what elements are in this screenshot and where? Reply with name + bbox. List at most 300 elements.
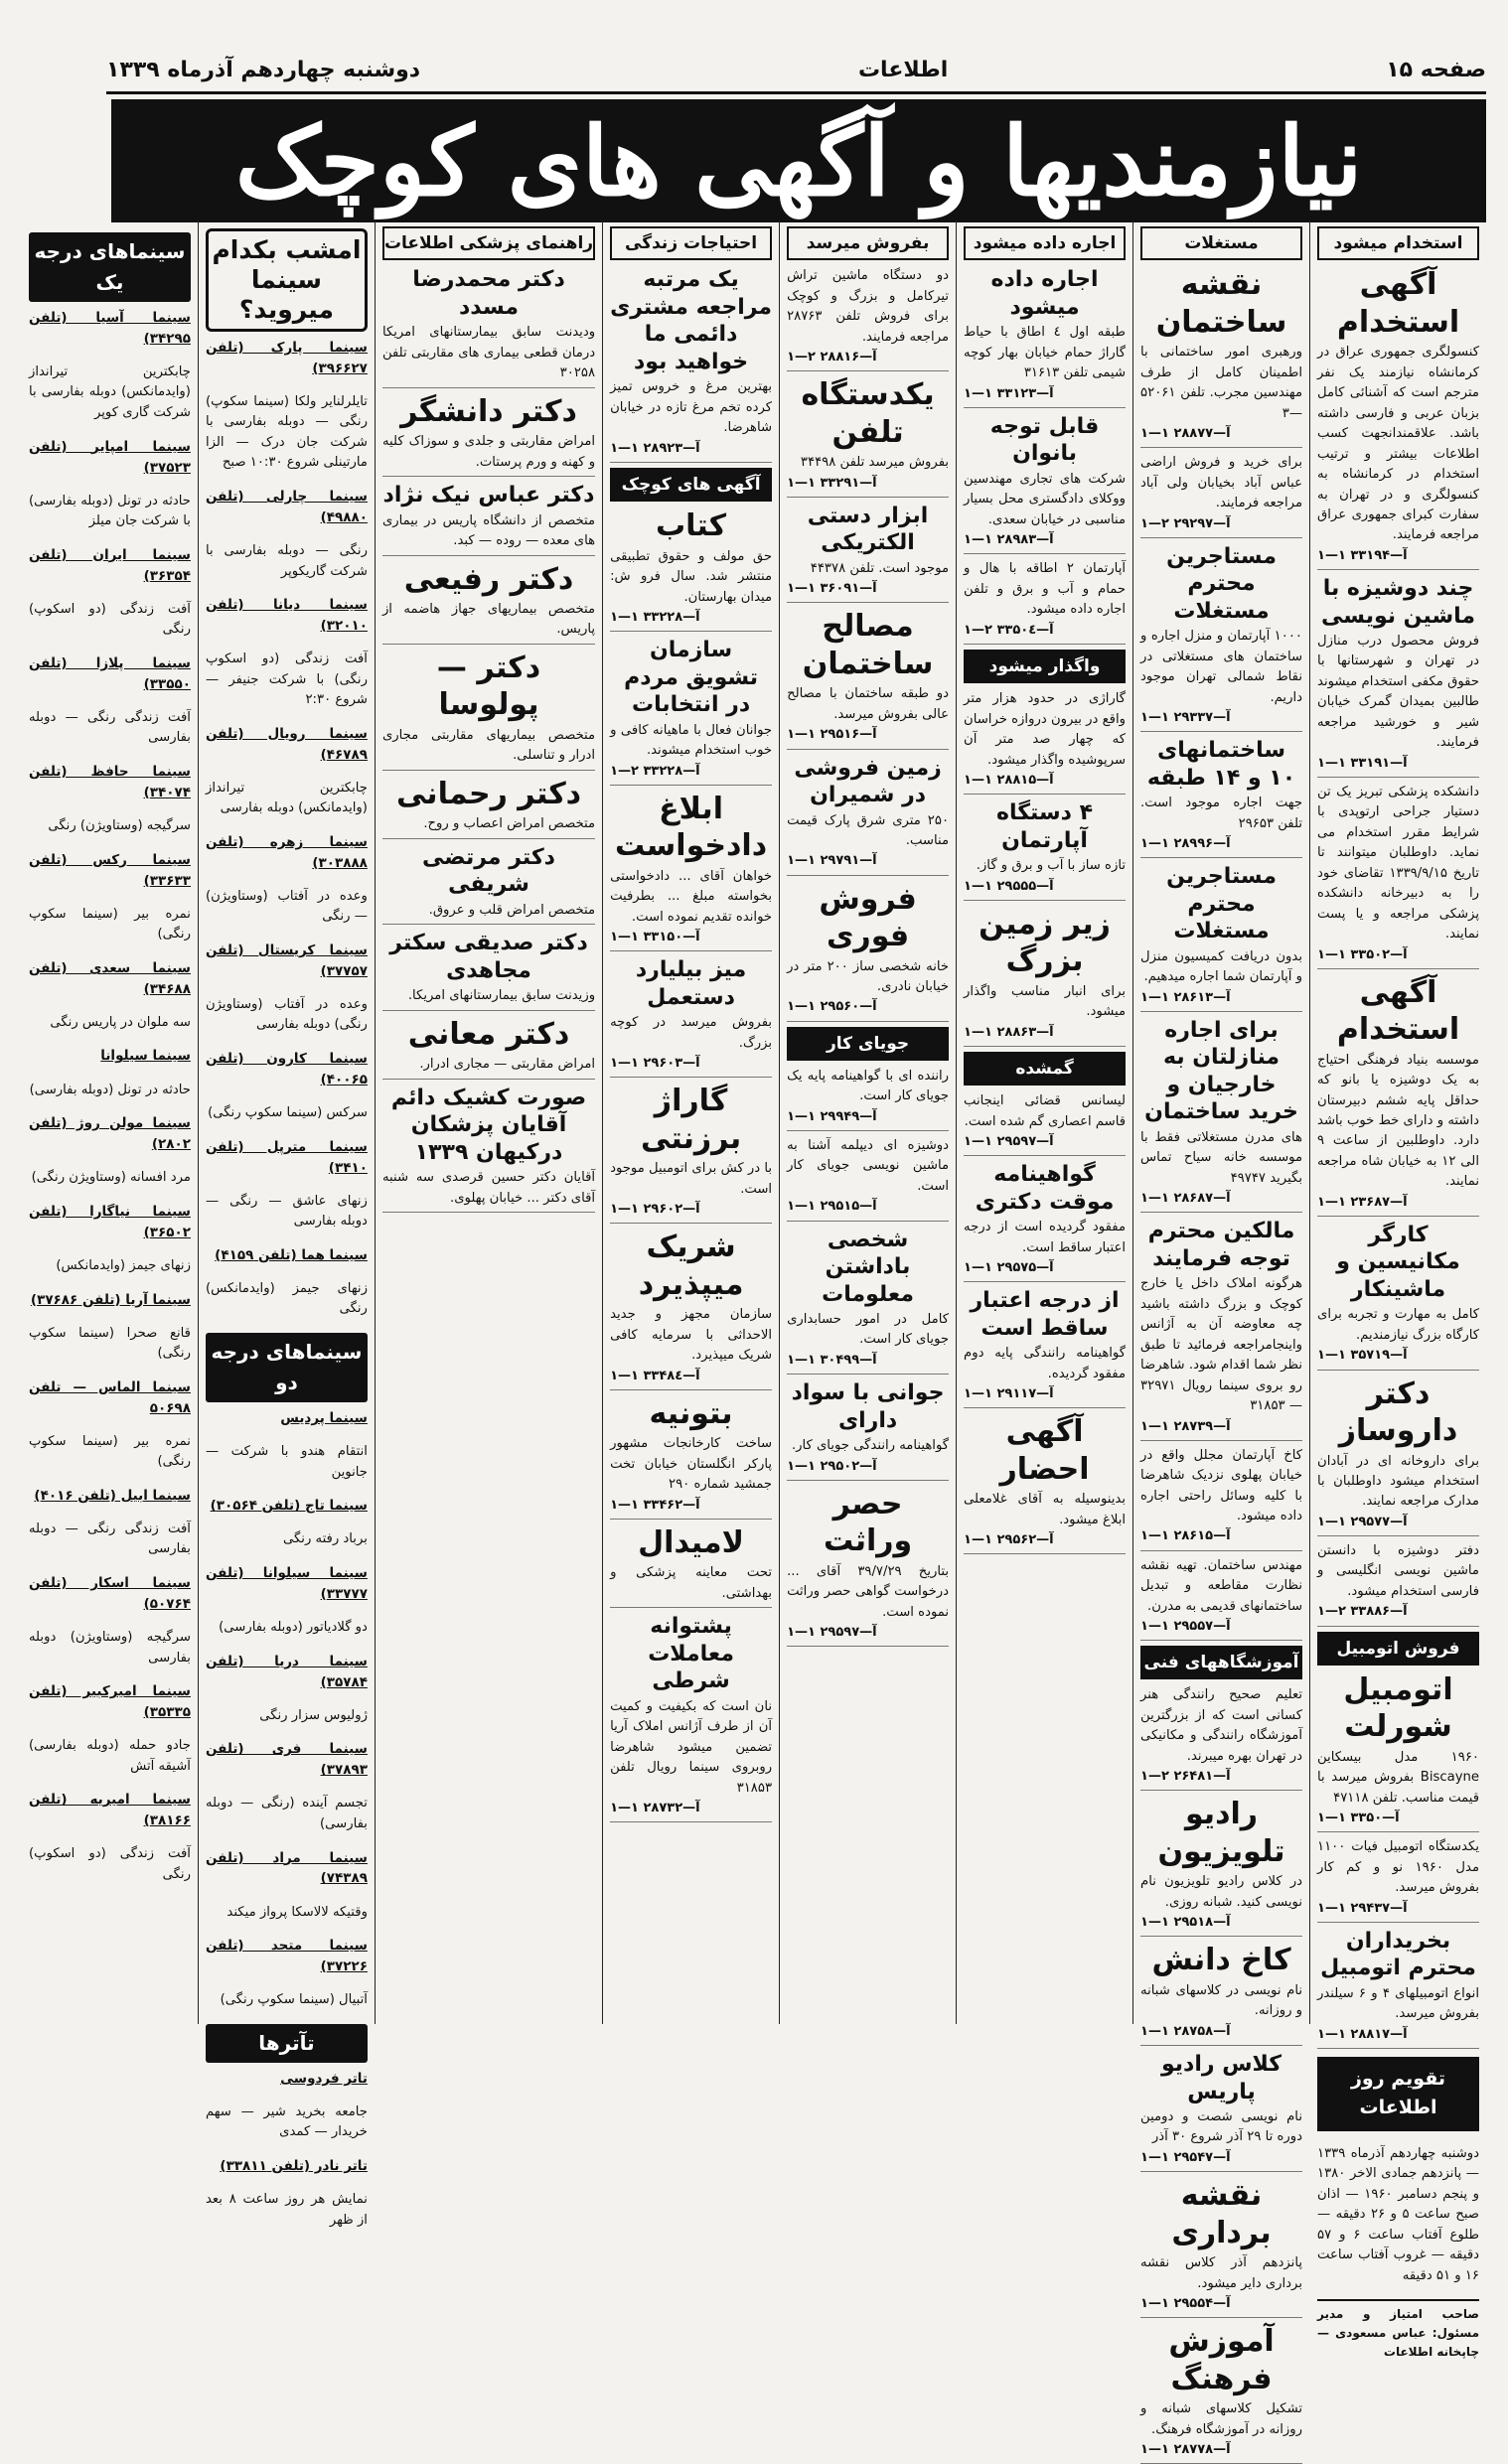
ad-code: آ—۳۳۴۸٤ ۱—۱ bbox=[610, 1368, 700, 1383]
ad-code: آ—۳۳۱۹۱ ۱—۱ bbox=[1317, 755, 1408, 771]
ad-title: ۴ دستگاه آپارتمان bbox=[996, 800, 1094, 853]
ad-code: آ—۲۸۸۶۳ ۱—۱ bbox=[964, 1024, 1054, 1040]
ad-title: دکتر — پولوسا bbox=[436, 650, 541, 723]
daily-calendar-text: دوشنبه چهاردهم آذرماه ۱۳۳۹ — پانزدهم جمادی الاخر ۱۳۸۰ و پنجم دسامبر ۱۹۶۰ — اذان صبح ساعت ۵ و ۲۶ دقیقه — طلوع آفتاب ساعت ۶ و ۵۷ دقیقه — غروب آفتاب ساعت ۱۶ و ۵۱ دقیقه bbox=[1317, 2145, 1479, 2283]
cinema-program: سه ملوان در پاریس رنگی bbox=[50, 1014, 191, 1030]
cinema-name: سینما مولن روژ (تلفن ۲۸۰۲) bbox=[28, 1115, 191, 1153]
cinema-name: سینما پلازا (تلفن ۳۳۵۵۰) bbox=[28, 654, 191, 692]
ad-body: کامل به مهارت و تجربه برای کارگاه بزرگ نیازمندیم. bbox=[1317, 1307, 1479, 1343]
column-real-estate bbox=[1132, 220, 1309, 2457]
cinema-name: سینما سعدی (تلفن ۳۴۶۸۸) bbox=[28, 959, 191, 997]
section-heading-technical-schools: آموزشگاههای فنی bbox=[1140, 1646, 1302, 1679]
ad-title: زمین فروشی در شمیران bbox=[794, 755, 942, 808]
ad-code: آ—۲۹۵۱۸ ۱—۱ bbox=[1140, 1915, 1231, 1931]
cinema-program: دو گلادیاتور (دوبله بفارسی) bbox=[219, 1620, 368, 1636]
classified-ad bbox=[964, 1413, 1126, 1554]
classified-ad bbox=[1317, 1837, 1479, 1923]
newspaper-page bbox=[22, 8, 1486, 2457]
ad-body: با در کش برای اتومبیل موجود است. bbox=[610, 1161, 773, 1197]
cinema-listing bbox=[206, 338, 368, 474]
ad-body: دو طبقه ساختمان با مصالح عالی بفروش میرسد. bbox=[787, 686, 950, 722]
ad-title: آگهی استخدام bbox=[1336, 267, 1460, 340]
classified-ad bbox=[964, 1161, 1126, 1282]
cinema-listing bbox=[206, 1936, 368, 2010]
column-cinemas-b bbox=[22, 220, 198, 2024]
first-class-cinemas-tag: سینماهای درجه یک bbox=[29, 232, 191, 302]
ad-code: آ—۳۳۲۹۱ ۱—۱ bbox=[787, 475, 877, 491]
ad-body: متخصص بیماریهای مقاربتی مجاری ادرار و تناسلی. bbox=[381, 727, 596, 764]
ad-code: آ—۲۹۶۰۲ ۱—۱ bbox=[610, 1202, 700, 1218]
ad-body: کامل در امور حسابداری جویای کار است. bbox=[787, 1312, 950, 1348]
ad-code: آ—۲۶۴۸۱ ۲—۱ bbox=[1140, 1769, 1231, 1785]
ad-title: ساختمانهای ۱۰ و ۱۴ طبقه bbox=[1146, 738, 1296, 791]
classified-ad bbox=[787, 881, 949, 1022]
ad-code: آ—۲۸۹۲۳ ۱—۱ bbox=[610, 440, 700, 456]
cinema-name: سینما چارلی (تلفن ۴۹۸۸۰) bbox=[205, 489, 368, 525]
cinema-program: زنهای جیمز (وایدمانکس) bbox=[56, 1257, 191, 1273]
classified-ad bbox=[1140, 543, 1302, 732]
classified-ad bbox=[1140, 1218, 1302, 1440]
cinema-name: سینما سیلوانا (تلفن ۳۳۷۷۷) bbox=[205, 1565, 368, 1602]
classified-ad bbox=[1140, 453, 1302, 538]
ad-body: امراض مقاربتی و جلدی و سوزاک کلیه و کهنه و ورم پرستات. bbox=[381, 434, 596, 470]
ad-body: تازه ساز با آب و برق و گاز. bbox=[976, 858, 1127, 874]
ad-body: ۱۰۰۰ آپارتمان و منزل اجاره و ساختمان های مستغلاتی در نقاط شمالی تهران موجود داریم. bbox=[1140, 629, 1303, 705]
ad-body: کاخ آپارتمان مجلل واقع در خیابان پهلوی نزدیک شاهرضا با کلیه وسائل راحتی اجاره داده میشود. bbox=[1140, 1447, 1303, 1524]
ad-title: شخصی باداشتن معلومات bbox=[822, 1227, 914, 1307]
ad-body: برای انبار مناسب واگذار میشود. bbox=[964, 983, 1127, 1020]
section-heading-for-sale: بفروش میرسد bbox=[787, 226, 949, 260]
ad-body: ساخت کارخانجات مشهور پارکر انگلستان خیابان تخت جمشید شماره ۲۹۰ bbox=[610, 1436, 773, 1493]
section-heading-life-needs: احتیاجات زندگی bbox=[610, 226, 772, 260]
ad-code: آ—۲۳۶۸۷ ۱—۱ bbox=[1317, 1194, 1408, 1210]
cinema-program: انتقام هندو با شرکت — جانوین bbox=[205, 1444, 368, 1480]
ad-title: دکتر مرتضی شریفی bbox=[422, 844, 555, 898]
section-heading-job-seekers: جویای کار bbox=[787, 1027, 949, 1061]
classified-ad bbox=[1140, 266, 1302, 448]
cinema-name: سینما تاج (تلفن ۳۰۵۶۴) bbox=[210, 1498, 368, 1515]
classified-ad bbox=[610, 1395, 772, 1520]
ad-body: انواع اتومبیلهای ۴ و ۶ سیلندر بفروش میرسد. bbox=[1317, 1985, 1479, 2022]
cinema-program: سرگیجه (وستاویژن) دوبله بفارسی bbox=[28, 1630, 191, 1666]
ad-body: دوشیزه ای دیپلمه آشنا به ماشین نویسی جویای کار است. bbox=[787, 1138, 950, 1194]
cinema-listing bbox=[29, 437, 191, 532]
classified-ad bbox=[787, 1486, 949, 1648]
section-heading-real-estate: مستغلات bbox=[1140, 226, 1302, 260]
cinema-program: وعده در آفتاب (وستاویژن) — رنگی bbox=[205, 888, 368, 925]
ad-body: امراض مقاربتی — مجاری ادرار. bbox=[419, 1057, 596, 1073]
classified-ad bbox=[1317, 1928, 1479, 2049]
classified-ad bbox=[610, 1229, 772, 1390]
ad-code: آ—۳۳۵۰۲ ۱—۱ bbox=[1317, 946, 1408, 962]
columns-container bbox=[22, 220, 1486, 2457]
cinema-name: سینما الماس — تلفن ۵۰۶۹۸ bbox=[28, 1378, 191, 1416]
classified-ad bbox=[964, 266, 1126, 408]
cinema-program: زنهای جیمز (وایدمانکس) رنگی bbox=[205, 1281, 368, 1317]
ad-body: لیسانس قضائی اینجانب قاسم اعصاری گم شده است. bbox=[964, 1093, 1127, 1129]
ad-body: کنسولگری جمهوری عراق در کرمانشاه نیازمند یک نفر مترجم است که آشنائی کامل بزبان عربی و فارسی داشته باشد. علاقمندانجهت کسب اطلاعات بیشتر و ترتیب استخدام در کرمانشاه به کنسولگری و در تهران به سفارت کبرای جمهوری عراق مراجعه فرمایند. bbox=[1317, 345, 1479, 543]
ad-title: دکتر دانشگر bbox=[400, 393, 577, 429]
ad-code: آ—۳۳۵۰٤ ۲—۱ bbox=[964, 622, 1054, 638]
ad-title: نقشه ساختمان bbox=[1155, 267, 1287, 340]
classified-ad bbox=[787, 1379, 949, 1481]
cinema-name: سینما ایران (تلفن ۳۶۳۵۴) bbox=[28, 546, 191, 584]
classified-ad bbox=[382, 266, 595, 387]
page-header bbox=[106, 48, 1486, 94]
classified-ad bbox=[1317, 1222, 1479, 1371]
cinema-listing bbox=[29, 1486, 191, 1560]
ad-title: دکتر رحمانی bbox=[395, 776, 582, 811]
ad-code: آ—۳۵۷۱۹ ۱—۱ bbox=[1317, 1348, 1408, 1364]
classified-ad bbox=[1140, 1017, 1302, 1214]
classified-ad bbox=[1317, 1541, 1479, 1627]
ad-title: اتومبیل شورلت bbox=[1343, 1671, 1453, 1745]
cinema-name: سینما امیریه (تلفن ۳۸۱۶۶) bbox=[28, 1792, 191, 1829]
classified-ad bbox=[382, 1085, 595, 1213]
ad-code: آ—۲۸۹۹۶ ۱—۱ bbox=[1140, 836, 1231, 852]
ad-body: نام نویسی در کلاسهای شبانه و روزانه. bbox=[1140, 1982, 1303, 2019]
classified-ad bbox=[964, 799, 1126, 901]
ad-body: وزیدنت سابق بیمارستانهای امریکا. bbox=[407, 988, 596, 1004]
cinema-listing bbox=[29, 1202, 191, 1276]
cinema-program: مرد افسانه (وستاویژن رنگی) bbox=[31, 1170, 191, 1186]
cinema-listing bbox=[29, 850, 191, 945]
ad-code: آ—۲۸۷۳۲ ۱—۱ bbox=[610, 1801, 700, 1815]
section-heading-employment: استخدام میشود bbox=[1317, 226, 1479, 260]
ad-body: گواهینامه رانندگی جویای کار. bbox=[791, 1438, 950, 1454]
issue-date: دوشنبه چهاردهم آذرماه ۱۳۳۹ bbox=[106, 57, 421, 82]
classifieds-masthead: نیازمندیها و آگهی های کوچک bbox=[111, 99, 1486, 222]
classified-ad bbox=[1140, 1796, 1302, 1937]
ad-code: آ—۲۸۶۸۷ ۱—۱ bbox=[1140, 1191, 1231, 1207]
cinema-name: سینما رویال (تلفن ۴۶۷۸۹) bbox=[205, 725, 368, 763]
ad-body: متخصص از دانشگاه پاریس در بیماری های معده — روده — کبد. bbox=[381, 512, 596, 549]
ad-code: آ—۲۹۵۱۶ ۱—۱ bbox=[787, 727, 877, 743]
cinema-listing bbox=[29, 308, 191, 423]
cinema-program: چابکترین تیرانداز (وایدمانکس) دوبله بفارسی bbox=[205, 780, 368, 816]
ad-code: آ—۳۳۲۲۸ ۲—۱ bbox=[610, 763, 700, 779]
cinema-program: آفت زندگی رنگی — دوبله بفارسی bbox=[28, 1521, 191, 1557]
cinema-listing bbox=[29, 1046, 191, 1100]
ad-body: موجود است. تلفن ۴۴۳۷۸ bbox=[810, 560, 950, 576]
cinema-listing bbox=[206, 1408, 368, 1483]
ad-title: یک مرتبه مراجعه مشتری دائمی ما خواهید بود bbox=[610, 267, 773, 374]
ad-body: مهندس ساختمان. تهیه نقشه نظارت مقاطعه و تبدیل ساختمانهای قدیمی به مدرن. bbox=[1140, 1557, 1303, 1614]
ad-code: آ—۲۸۷۳۹ ۱—۱ bbox=[1140, 1418, 1231, 1434]
cinema-listing bbox=[29, 1377, 191, 1473]
ad-code: آ—۲۹۴۳۷ ۱—۱ bbox=[1317, 1900, 1408, 1916]
cinema-program: آفت زندگی رنگی — دوبله بفارسی bbox=[28, 709, 191, 746]
ad-title: نقشه برداری bbox=[1171, 2178, 1272, 2250]
classified-ad bbox=[787, 266, 949, 371]
cinema-listing bbox=[206, 1049, 368, 1123]
ad-code: آ—۲۹۱۱۷ ۱—۱ bbox=[964, 1386, 1054, 1402]
ad-code: آ—۲۹۵۷۷ ۱—۱ bbox=[1317, 1514, 1408, 1529]
ad-title: پشتوانه معاملات شرطی bbox=[648, 1614, 734, 1694]
ad-code: آ—۲۹۵۶۲ ۱—۱ bbox=[964, 1532, 1054, 1548]
ad-title: کارگر مکانیسین و ماشینکار bbox=[1336, 1222, 1460, 1302]
ad-title: مستاجرین محترم مستغلات bbox=[1166, 864, 1277, 944]
cinema-program: سرکس (سینما سکوپ رنگی) bbox=[208, 1105, 368, 1121]
ad-title: مصالح ساختمان bbox=[802, 609, 934, 681]
cinema-name: سینما امیرکبیر (تلفن ۳۵۳۳۵) bbox=[28, 1683, 191, 1721]
column-cinemas-a bbox=[198, 220, 375, 2228]
ad-body: خانه شخصی ساز ۲۰۰ متر در خیابان نادری. bbox=[787, 958, 950, 995]
classified-ad bbox=[382, 650, 595, 771]
ad-title: جوانی با سواد دارای bbox=[791, 1380, 945, 1433]
ad-title: رادیو تلویزیون bbox=[1157, 1797, 1285, 1869]
ad-body: بتاریخ ۳۹/۷/۲۹ آقای ... درخواست گواهی حصر وراثت نموده است. bbox=[787, 1563, 950, 1620]
ad-body: دانشکده پزشکی تبریز یک تن دستیار جراحی ارتوپدی با شرایط مقرر استخدام می نماید. داوطلبان میتوانند تا تاریخ ۱۳۳۹/۹/۱۵ تقاضای خود را به دبیرخانه دانشکده پزشکی مراجعه و یا پست نمایند. bbox=[1317, 784, 1479, 942]
classified-ad bbox=[382, 776, 595, 839]
classified-ad bbox=[610, 637, 772, 786]
cinema-program: تجسم آینده (رنگی — دوبله بفارسی) bbox=[205, 1796, 368, 1831]
classified-ad bbox=[382, 844, 595, 925]
ad-code: آ—۲۹۷۹۱ ۱—۱ bbox=[787, 853, 877, 869]
classified-ad bbox=[1317, 974, 1479, 1217]
cinema-program: آفت زندگی (دو اسکوپ) رنگی bbox=[28, 601, 191, 638]
cinema-name: سینما هما (تلفن ۴۱۵۹) bbox=[215, 1246, 368, 1263]
ad-title: دکتر داروساز bbox=[1338, 1376, 1458, 1448]
column-life-needs bbox=[602, 220, 779, 2024]
ad-title: صورت کشیک دائم آقایان پزشکان درکیهان ۱۳۳۹ bbox=[390, 1085, 587, 1165]
cinema-listing bbox=[206, 1496, 368, 1550]
cinema-listing bbox=[206, 1245, 368, 1320]
theatres-tag: تآترها bbox=[206, 2024, 368, 2063]
ad-code: آ—۲۹۵۴۷ ۱—۱ bbox=[1140, 2149, 1231, 2165]
ad-title: کاخ دانش bbox=[1151, 1943, 1291, 1978]
ad-title: زیر زمین بزرگ bbox=[979, 906, 1111, 979]
ad-title: گاراژ برزنتی bbox=[641, 1084, 742, 1156]
cinema-listing bbox=[206, 2069, 368, 2143]
cinema-listing bbox=[29, 545, 191, 641]
classified-ad bbox=[964, 559, 1126, 645]
classified-ad bbox=[382, 930, 595, 1010]
ad-body: حق مولف و حقوق تطبیقی منتشر شد. سال فرو ش: میدان بهارستان. bbox=[610, 548, 773, 605]
ad-body: در کلاس رادیو تلویزیون نام نویسی کنید. شبانه روزی. bbox=[1140, 1874, 1303, 1910]
cinema-listing bbox=[206, 1739, 368, 1834]
cinema-name: سینما رکس (تلفن ۳۳۶۳۳) bbox=[28, 851, 191, 889]
ad-code: آ—۳۰۴۹۹ ۱—۱ bbox=[787, 1352, 877, 1368]
ad-code: آ—۲۸۸۱۵ ۱—۱ bbox=[964, 773, 1054, 788]
second-class-cinemas-tag: سینماهای درجه دو bbox=[206, 1333, 368, 1402]
classified-ad bbox=[382, 561, 595, 645]
classified-ad bbox=[610, 266, 772, 463]
ad-body: شرکت های تجاری مهندسین ووکلای دادگستری محل بسیار مناسبی در خیابان سعدی. bbox=[964, 471, 1127, 527]
classified-ad bbox=[1140, 1446, 1302, 1551]
ad-title: دکتر محمدرضا مسدد bbox=[412, 267, 565, 320]
ad-body: پانزدهم آذر کلاس نقشه برداری دایر میشود. bbox=[1140, 2255, 1303, 2291]
cinema-program: وقتیکه لالاسکا پرواز میکند bbox=[226, 1904, 368, 1920]
column-for-sale bbox=[779, 220, 956, 2024]
classified-ad bbox=[1140, 737, 1302, 858]
ad-body: برای خرید و فروش اراضی عباس آباد بخیابان ولی آباد مراجعه فرمایند. bbox=[1140, 455, 1303, 511]
cinema-name: سینما دریا (تلفن ۳۵۷۸۴) bbox=[205, 1653, 368, 1690]
cinema-program: جادو حمله (دوبله بفارسی) آشیقه آتش bbox=[28, 1738, 191, 1774]
section-heading-rentals: اجاره داده میشود bbox=[964, 226, 1126, 260]
ad-code: آ—۲۸۸۷۷ ۱—۱ bbox=[1140, 426, 1231, 442]
cinema-listing bbox=[206, 1563, 368, 1638]
ad-title: اجاره داده میشود bbox=[990, 267, 1099, 320]
ad-title: دکتر معانی bbox=[407, 1016, 570, 1052]
ad-code: آ—۲۸۶۱۵ ۱—۱ bbox=[1140, 1528, 1231, 1544]
cinema-listing bbox=[206, 2156, 368, 2231]
classified-ad bbox=[610, 1524, 772, 1608]
cinema-name: سینما زهره (تلفن ۳۰۳۸۸۸) bbox=[205, 833, 368, 871]
cinema-name: تاتر نادر (تلفن ۳۳۸۱۱) bbox=[220, 2158, 368, 2175]
ad-code: آ—۲۹۵۵۷ ۱—۱ bbox=[1140, 1618, 1231, 1634]
publisher-note: صاحب امتیاز و مدیر مسئول: عباس مسعودی — چاپخانه اطلاعات bbox=[1317, 2299, 1479, 2361]
cinema-name: سینما مترپل (تلفن ۳۴۱۰) bbox=[205, 1138, 368, 1176]
ad-body: متخصص امراض قلب و عروق. bbox=[428, 902, 596, 918]
ad-body: موسسه بنیاد فرهنگی احتیاج به یک دوشیزه یا بانو که حداقل پایه ششم دبیرستان داشته و دارای خط خوب باشد دارد. داوطلبین از ساعت ۹ الی ۱۲ به خیابان شاه مراجعه نمایند. bbox=[1317, 1052, 1479, 1190]
ad-title: بخریداران محترم اتومبیل bbox=[1320, 1928, 1476, 1981]
cinema-program: ژولیوس سزار رنگی bbox=[259, 1707, 368, 1723]
cinema-name: سینما اسکار (تلفن ۵۰۷۶۴) bbox=[28, 1575, 191, 1612]
column-medical-guide bbox=[375, 220, 602, 2024]
ad-code: آ—۲۹۵۱۵ ۱—۱ bbox=[787, 1199, 877, 1215]
cinema-name: سینما کریستال (تلفن ۳۷۷۵۷) bbox=[205, 942, 368, 979]
classified-ad bbox=[1140, 1685, 1302, 1791]
cinema-program: حادثه در تونل (دوبله بفارسی) bbox=[29, 1082, 191, 1097]
cinema-name: سینما آسیا (تلفن ۳۴۲۹۵) bbox=[28, 310, 191, 347]
cinema-program: نمره بیر (سینما سکوپ رنگی) bbox=[28, 1433, 191, 1470]
cinema-name: سینما سیلوانا bbox=[100, 1048, 191, 1065]
ad-body: مفقود گردیده است از درجه اعتبار ساقط است. bbox=[964, 1220, 1127, 1255]
cinema-name: سینما پردیس bbox=[280, 1410, 368, 1427]
ad-title: ابزار دستی الکتریکی bbox=[807, 503, 929, 556]
cinema-name: سینما دیانا (تلفن ۳۲۰۱۰) bbox=[205, 597, 368, 635]
cinema-listing bbox=[29, 653, 191, 749]
ad-body: آپارتمان ۲ اطاقه با هال و حمام و آب و برق و تلفن اجاره داده میشود. bbox=[964, 561, 1127, 618]
cinema-name: سینما متحد (تلفن ۳۷۲۲۶) bbox=[205, 1938, 368, 1975]
cinema-listing bbox=[206, 832, 368, 928]
ad-body: گاراژی در حدود هزار متر واقع در بیرون دروازه خراسان که چهار صد متر آن سرپوشیده واگذار میشود. bbox=[964, 691, 1127, 768]
ad-body: جوانان فعال با ماهیانه کافی و خوب استخدام میشوند. bbox=[610, 722, 773, 759]
ad-title: آگهی احضار bbox=[999, 1414, 1090, 1487]
classified-ad bbox=[1140, 1942, 1302, 2046]
cinema-program: نمره بیر (سینما سکوپ رنگی) bbox=[28, 906, 191, 942]
cinema-program: برباد رفته رنگی bbox=[283, 1531, 368, 1547]
ad-title: قابل توجه بانوان bbox=[989, 413, 1100, 467]
classified-ad bbox=[610, 1083, 772, 1224]
section-heading-transfers: واگذار میشود bbox=[964, 650, 1126, 683]
cinema-program: آتبیال (سینما سکوپ رنگی) bbox=[220, 1992, 368, 2008]
ad-title: دکتر رفیعی bbox=[403, 561, 574, 597]
cinema-name: سینما امپایر (تلفن ۳۷۵۲۳) bbox=[28, 438, 191, 476]
ad-body: تشکیل کلاسهای شبانه و روزانه در آموزشگاه فرهنگ. bbox=[1140, 2401, 1303, 2437]
ad-title: شریک میپذیرد bbox=[638, 1230, 744, 1302]
classified-ad bbox=[382, 482, 595, 555]
classified-ad bbox=[610, 507, 772, 632]
ad-body: متخصص امراض اعصاب و روح. bbox=[423, 816, 596, 832]
ad-body: برای داروخانه ای در آبادان استخدام میشود داوطلبان با مدارک مراجعه نمایند. bbox=[1317, 1453, 1479, 1510]
cinema-program: تایلرلنایر ولکا (سینما سکوپ) رنگی — دوبله بفارسی با شرکت جان درک — الزا مارتینلی شروع ۱۰:۳۰ صبح bbox=[205, 394, 368, 471]
ad-body: ۲۵۰ متری شرق پارک قیمت مناسب. bbox=[787, 812, 950, 848]
classified-ad bbox=[964, 689, 1126, 795]
ad-body: بهترین مرغ و خروس تمیز کرده تخم مرغ تازه در خیابان شاهرضا. bbox=[610, 379, 773, 436]
ad-code: آ—۲۹۳۳۷ ۱—۱ bbox=[1140, 710, 1231, 726]
ad-title: چند دوشیزه با ماشین نویسی bbox=[1321, 576, 1475, 629]
ad-body: دو دستگاه ماشین تراش تیرکامل و بزرگ و کوچک برای فروش تلفن ۲۸۷۶۳ مراجعه فرمایند. bbox=[787, 268, 950, 345]
ad-title: از درجه اعتبار ساقط است bbox=[970, 1288, 1120, 1341]
cinema-listing bbox=[206, 724, 368, 819]
ad-body: گواهینامه رانندگی پایه دوم مفقود گردیده. bbox=[964, 1346, 1127, 1381]
ad-code: آ—۳۳۸۸۶ ۲—۱ bbox=[1317, 1604, 1408, 1620]
classified-ad bbox=[610, 956, 772, 1078]
cinema-program: آفت زندگی (دو اسکوپ رنگی) با شرکت جنیفر — شروع ۲:۳۰ bbox=[205, 652, 368, 708]
classified-ad bbox=[787, 503, 949, 604]
classified-ad bbox=[787, 608, 949, 749]
classified-ad bbox=[787, 1227, 949, 1376]
ad-code: آ—۳۶۰۹۱ ۱—۱ bbox=[787, 581, 877, 597]
cinema-name: تاتر فردوسی bbox=[280, 2070, 368, 2087]
ad-body: جهت اجاره موجود است. تلفن ۲۹۶۵۳ bbox=[1140, 796, 1303, 831]
ad-title: لامیدال bbox=[638, 1524, 744, 1560]
classified-ad bbox=[1140, 1556, 1302, 1642]
ad-title: آموزش فرهنگ bbox=[1168, 2324, 1275, 2396]
cinema-program: قانع صحرا (سینما سکوپ رنگی) bbox=[28, 1325, 191, 1362]
cinema-program: وعده در آفتاب (وستاویژن رنگی) دوبله بفارسی bbox=[205, 997, 368, 1033]
section-heading-small-ads: آگهی های کوچک bbox=[610, 468, 772, 502]
ad-code: آ—۲۹۵۹۷ ۱—۱ bbox=[787, 1625, 877, 1641]
ad-body: فروش محصول درب منازل در تهران و شهرستانها با حقوق مکفی استخدام میشوند طالبین بمیدان گمرک خیابان شیر و خورشید مراجعه فرمایند. bbox=[1317, 634, 1479, 751]
ad-code: آ—۲۸۸۱۶ ۲—۱ bbox=[787, 350, 877, 365]
cinema-listing bbox=[206, 595, 368, 710]
ad-title: فروش فوری bbox=[819, 881, 917, 954]
classified-ad bbox=[787, 376, 949, 498]
ad-body: ودیدنت سابق بیمارستانهای امریکا درمان قطعی بیماری های مقاربتی تلفن ۳۰۲۵۸ bbox=[381, 325, 596, 381]
classified-ad bbox=[964, 906, 1126, 1047]
ad-code: آ—۲۸۸۱۷ ۱—۱ bbox=[1317, 2026, 1408, 2042]
ad-title: یکدستگاه تلفن bbox=[801, 377, 935, 450]
ad-title: مالکین محترم توجه فرمایند bbox=[1147, 1219, 1295, 1271]
classified-ad bbox=[964, 1287, 1126, 1408]
ad-code: آ—۲۹۵۵۴ ۱—۱ bbox=[1140, 2295, 1231, 2311]
ad-body: یکدستگاه اتومبیل فیات ۱۱۰۰ مدل ۱۹۶۰ نو و کم کار بفروش میرسد. bbox=[1317, 1839, 1480, 1896]
cinema-program: چابکترین تیرانداز (وایدمانکس) دوبله بفارسی با شرکت گاری کوپر bbox=[28, 364, 191, 420]
cinema-listing bbox=[29, 958, 191, 1033]
cinema-listing bbox=[206, 1652, 368, 1726]
ad-code: آ—۳۳۱۲۳ ۱—۱ bbox=[964, 385, 1054, 401]
ad-body: بفروش میرسد تلفن ۳۴۴۹۸ bbox=[800, 455, 950, 471]
cinema-name: سینما نیاگارا (تلفن ۳۶۵۰۲) bbox=[28, 1203, 191, 1240]
ad-code: آ—۲۹۵۹۷ ۱—۱ bbox=[964, 1134, 1054, 1150]
ad-body: بدینوسیله به آقای غلامعلی ابلاغ میشود. bbox=[964, 1492, 1127, 1527]
classified-ad bbox=[1140, 2323, 1302, 2464]
classified-ad bbox=[1317, 1376, 1479, 1537]
ad-body: تعلیم صحیح رانندگی هنر کسانی است که از بزرگترین آموزشگاه رانندگی و مکانیکی در تهران بهره میبرند. bbox=[1140, 1687, 1303, 1764]
cinema-listing bbox=[206, 941, 368, 1036]
ad-title: کلاس رادیو پاریس bbox=[1160, 2052, 1282, 2104]
ad-body: نان است که بکیفیت و کمیت آن از طرف آژانس املاک آریا تضمین میشود شاهرضا روبروی سینما رویال تلفن ۳۱۸۵۳ bbox=[610, 1698, 773, 1796]
ad-code: آ—۳۳۱۹۴ ۱—۱ bbox=[1317, 547, 1408, 563]
ad-code: آ—۲۹۵۰۲ ۱—۱ bbox=[787, 1458, 877, 1474]
ad-title: دکتر عباس نیک نژاد bbox=[382, 483, 595, 508]
classified-ad bbox=[1140, 2051, 1302, 2172]
classified-ad bbox=[1317, 783, 1479, 969]
ad-body: آقایان دکتر حسین قرصدی سه شنبه آقای دکتر ... خیابان پهلوی. bbox=[381, 1170, 596, 1206]
classified-ad bbox=[1317, 575, 1479, 778]
ad-body: ورهبری امور ساختمانی با اطمینان کامل از طرف مهندسین مجرب. تلفن ۵۲۰۶۱—۳ bbox=[1140, 345, 1303, 421]
ad-code: آ—۲۹۵۶۰ ۱—۱ bbox=[787, 999, 877, 1015]
cinema-listing bbox=[206, 487, 368, 582]
classified-ad bbox=[787, 755, 949, 876]
ad-body: سازمان مجهز و جدید الاحداثی با سرمایه کافی شریک میپذیرد. bbox=[610, 1307, 773, 1364]
cinema-listing bbox=[29, 762, 191, 836]
ad-code: آ—۳۳۱۵۰ ۱—۱ bbox=[610, 930, 700, 945]
ad-body: های مدرن مستغلاتی فقط با موسسه خانه سیاح تماس بگیرید ۴۹۷۴۷ bbox=[1140, 1129, 1303, 1186]
